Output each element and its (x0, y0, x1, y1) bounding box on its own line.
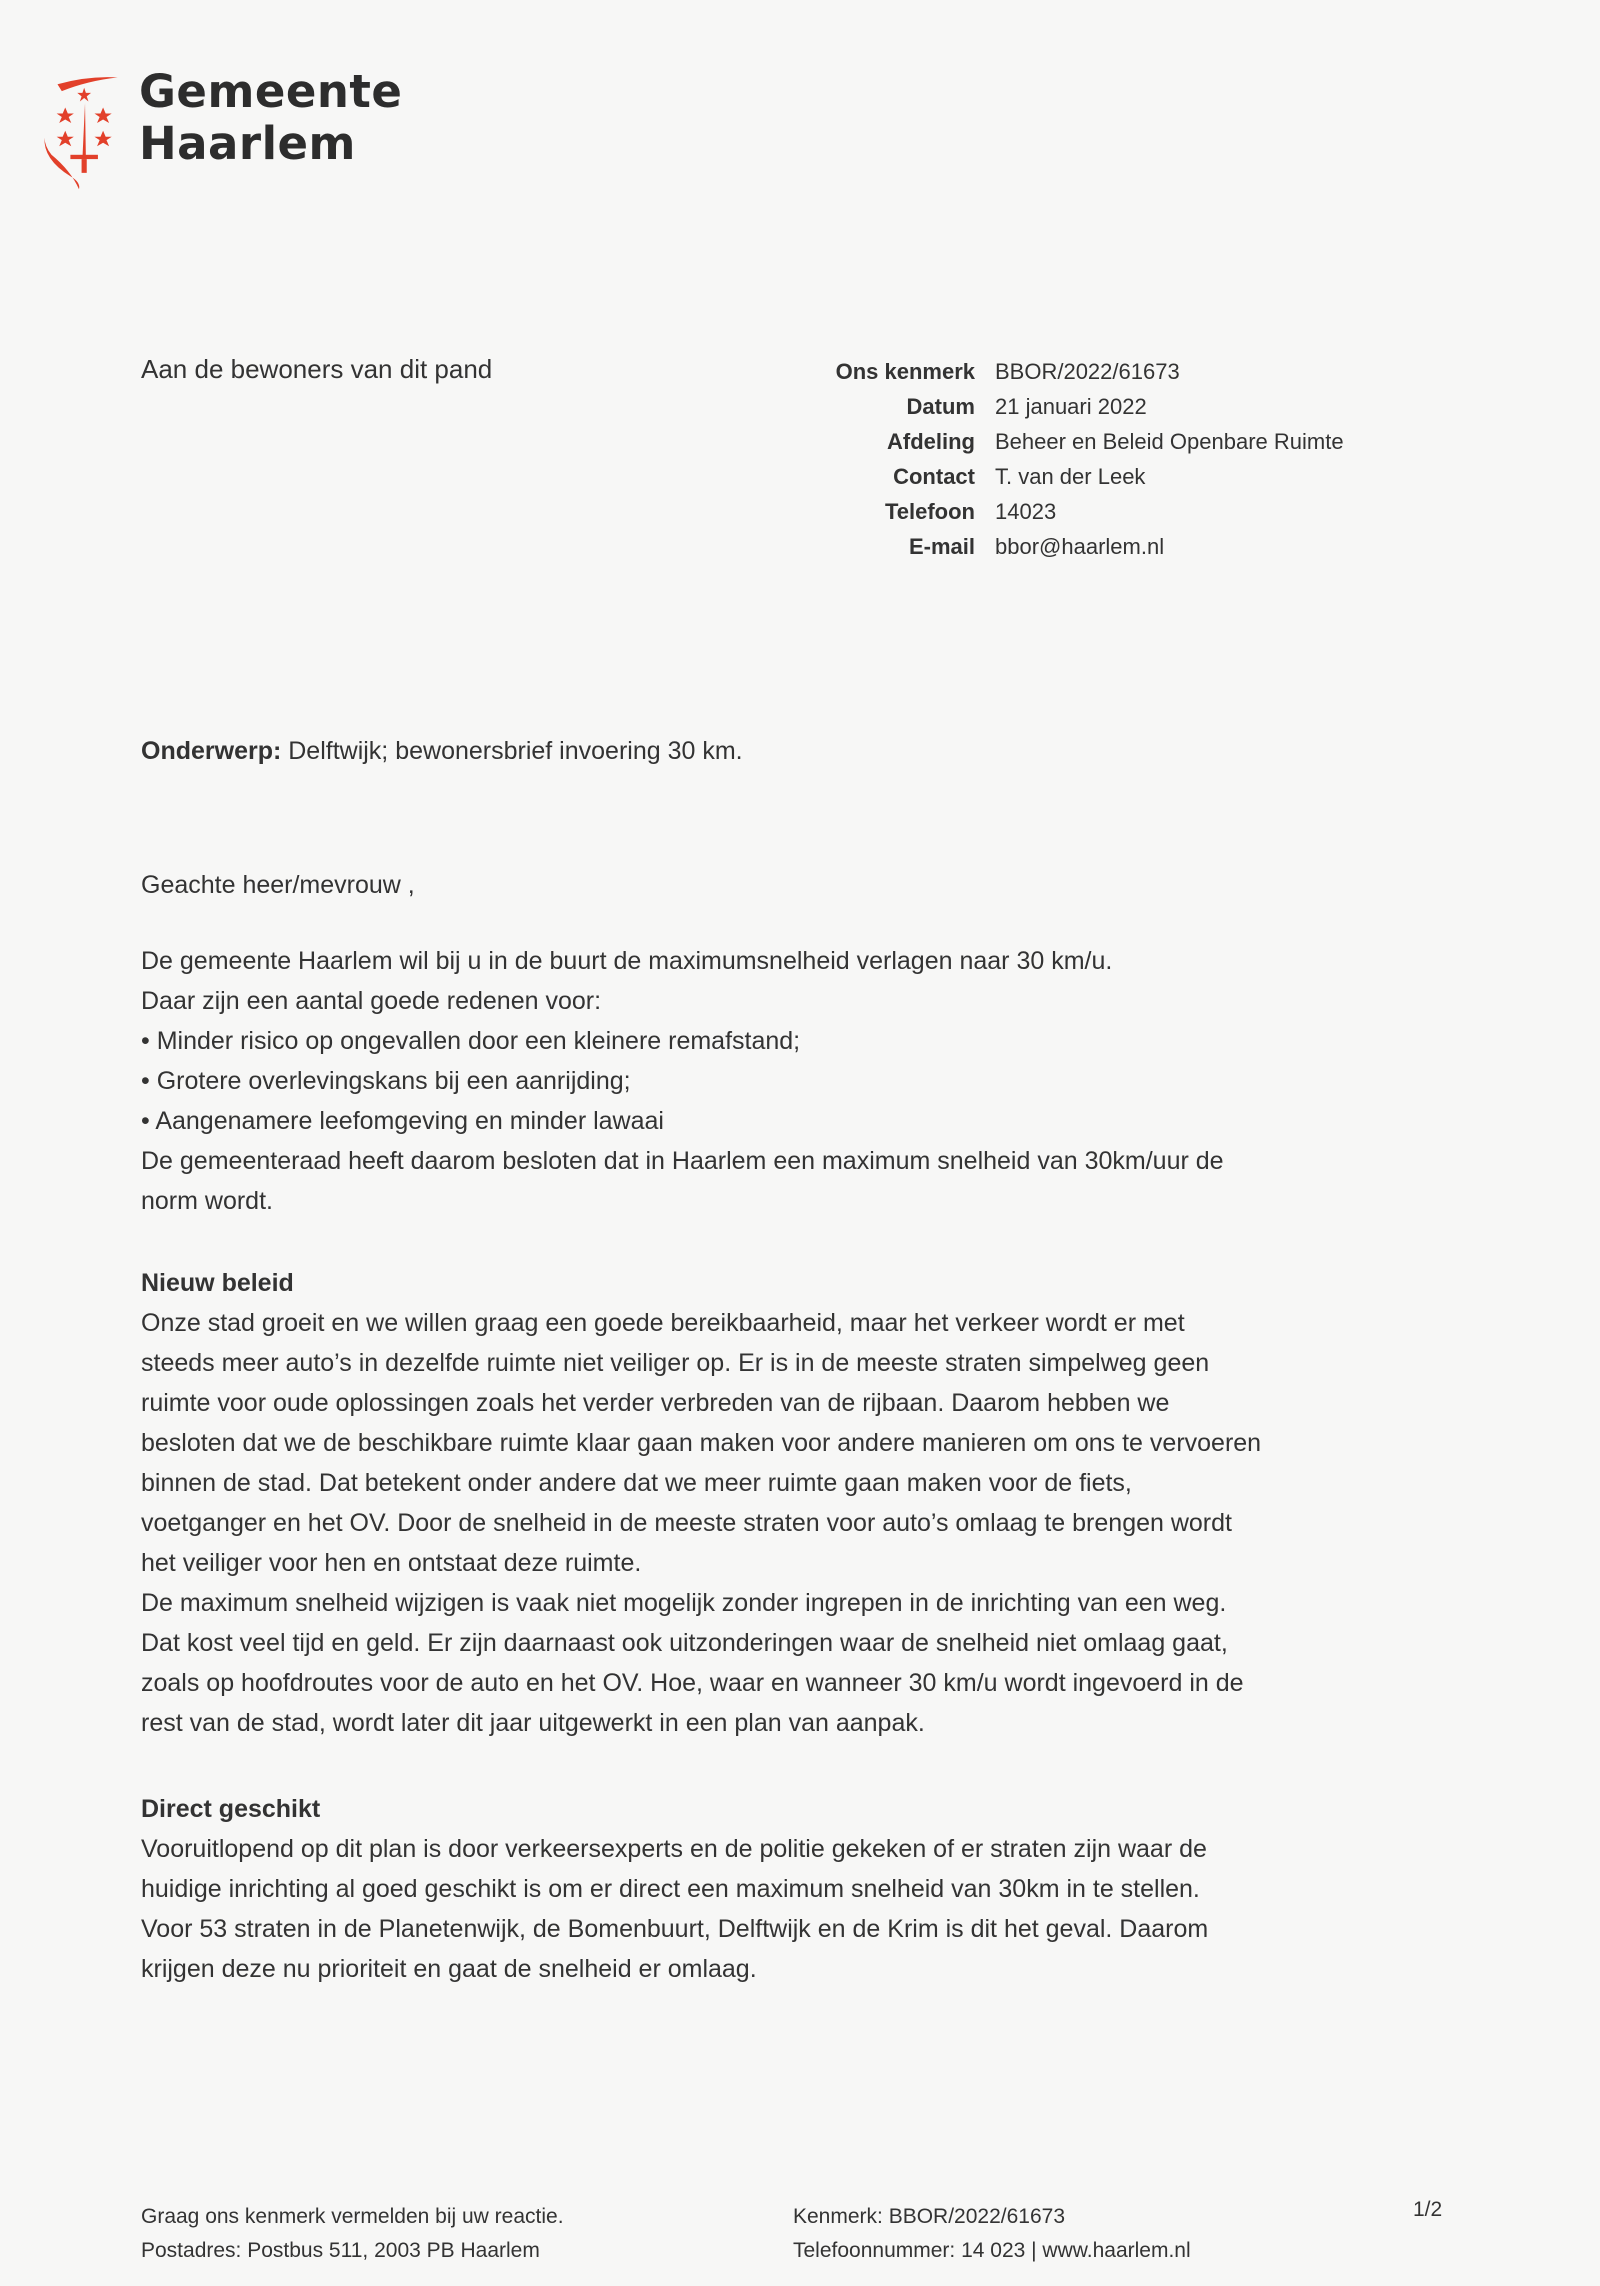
meta-label: E-mail (908, 533, 975, 559)
intro-paragraph (141, 941, 1461, 1221)
meta-row-contact (780, 459, 1344, 494)
meta-value: BBOR/2022/61673 (995, 358, 1180, 384)
bullet-item: • Minder risico op ongevallen door een kleinere remafstand; (141, 1021, 1461, 1061)
text-line: het veiliger voor hen en ontstaat deze ruimte. (141, 1549, 642, 1577)
meta-row-phone (780, 494, 1344, 529)
text-line: binnen de stad. Dat betekent onder andere dat we meer ruimte gaan maken voor de fiets, (141, 1469, 1132, 1497)
footer-contact: Telefoonnummer: 14 023 | www.haarlem.nl (793, 2239, 1191, 2262)
footer-left (141, 2200, 564, 2268)
text-line: zoals op hoofdroutes voor de auto en het OV. Hoe, waar en wanneer 30 km/u wordt ingevoerd in de (141, 1669, 1244, 1697)
meta-label: Telefoon (884, 498, 975, 524)
footer-reference: Kenmerk: BBOR/2022/61673 (793, 2205, 1065, 2228)
subject-line (141, 731, 1461, 771)
text-line: De maximum snelheid wijzigen is vaak niet mogelijk zonder ingrepen in de inrichting van een weg. (141, 1589, 1227, 1617)
bullet-item: • Aangenamere leefomgeving en minder lawaai (141, 1101, 1461, 1141)
reference-block (780, 354, 1344, 564)
meta-label: Ons kenmerk (835, 358, 975, 384)
meta-row-date (780, 389, 1344, 424)
brand-line-1: Gemeente (139, 65, 403, 118)
meta-value: bbor@haarlem.nl (995, 533, 1165, 559)
salutation: Geachte heer/mevrouw , (141, 871, 415, 899)
text-line: voetganger en het OV. Door de snelheid in de meeste straten voor auto’s omlaag te brengen wordt (141, 1509, 1232, 1537)
subject-label: Onderwerp: (141, 737, 282, 765)
meta-label: Datum (906, 393, 975, 419)
brand-line-2: Haarlem (139, 117, 356, 170)
text-line: norm wordt. (141, 1187, 273, 1215)
text-line: huidige inrichting al goed geschikt is om er direct een maximum snelheid van 30km in te stellen. (141, 1875, 1200, 1903)
section-heading: Direct geschikt (141, 1795, 321, 1823)
text-line: De gemeente Haarlem wil bij u in de buurt de maximumsnelheid verlagen naar 30 km/u. (141, 947, 1113, 975)
section-direct-geschikt (141, 1789, 1461, 1989)
text-line: besloten dat we de beschikbare ruimte klaar gaan maken voor andere manieren om ons te vervoeren (141, 1429, 1262, 1457)
text-line: Dat kost veel tijd en geld. Er zijn daarnaast ook uitzonderingen waar de snelheid niet omlaag gaat, (141, 1629, 1228, 1657)
section-heading: Nieuw beleid (141, 1269, 294, 1297)
meta-label: Contact (893, 463, 975, 489)
page-number: 1/2 (1413, 2198, 1443, 2221)
meta-label: Afdeling (887, 428, 975, 454)
meta-value: Beheer en Beleid Openbare Ruimte (995, 428, 1344, 454)
brand-name (139, 66, 402, 170)
addressee: Aan de bewoners van dit pand (141, 354, 493, 384)
meta-value: T. van der Leek (995, 463, 1146, 489)
meta-row-email (780, 529, 1344, 564)
text-line: krijgen deze nu prioriteit en gaat de snelheid er omlaag. (141, 1955, 757, 1983)
haarlem-coat-of-arms-icon (36, 64, 122, 194)
section-nieuw-beleid (141, 1263, 1461, 1743)
meta-value: 14023 (995, 498, 1057, 524)
text-line: Onze stad groeit en we willen graag een goede bereikbaarheid, maar het verkeer wordt er met (141, 1309, 1185, 1337)
text-line: De gemeenteraad heeft daarom besloten dat in Haarlem een maximum snelheid van 30km/uur de (141, 1147, 1224, 1175)
text-line: ruimte voor oude oplossingen zoals het verder verbreden van de rijbaan. Daarom hebben we (141, 1389, 1170, 1417)
meta-row-department (780, 424, 1344, 459)
footer-note: Graag ons kenmerk vermelden bij uw reactie. (141, 2205, 564, 2228)
bullet-item: • Grotere overlevingskans bij een aanrijding; (141, 1061, 1461, 1101)
meta-value: 21 januari 2022 (995, 393, 1147, 419)
meta-row-reference (780, 354, 1344, 389)
text-line: Voor 53 straten in de Planetenwijk, de Bomenbuurt, Delftwijk en de Krim is dit het geval. Daarom (141, 1915, 1209, 1943)
footer-postal-address: Postadres: Postbus 511, 2003 PB Haarlem (141, 2239, 540, 2262)
text-line: Vooruitlopend op dit plan is door verkeersexperts en de politie gekeken of er straten zijn waar de (141, 1835, 1207, 1863)
text-line: steeds meer auto’s in dezelfde ruimte niet veiliger op. Er is in de meeste straten simpelweg geen (141, 1349, 1210, 1377)
subject-text: Delftwijk; bewonersbrief invoering 30 km. (281, 737, 743, 765)
text-line: rest van de stad, wordt later dit jaar uitgewerkt in een plan van aanpak. (141, 1709, 925, 1737)
footer-middle (793, 2200, 1191, 2268)
text-line: Daar zijn een aantal goede redenen voor: (141, 987, 602, 1015)
